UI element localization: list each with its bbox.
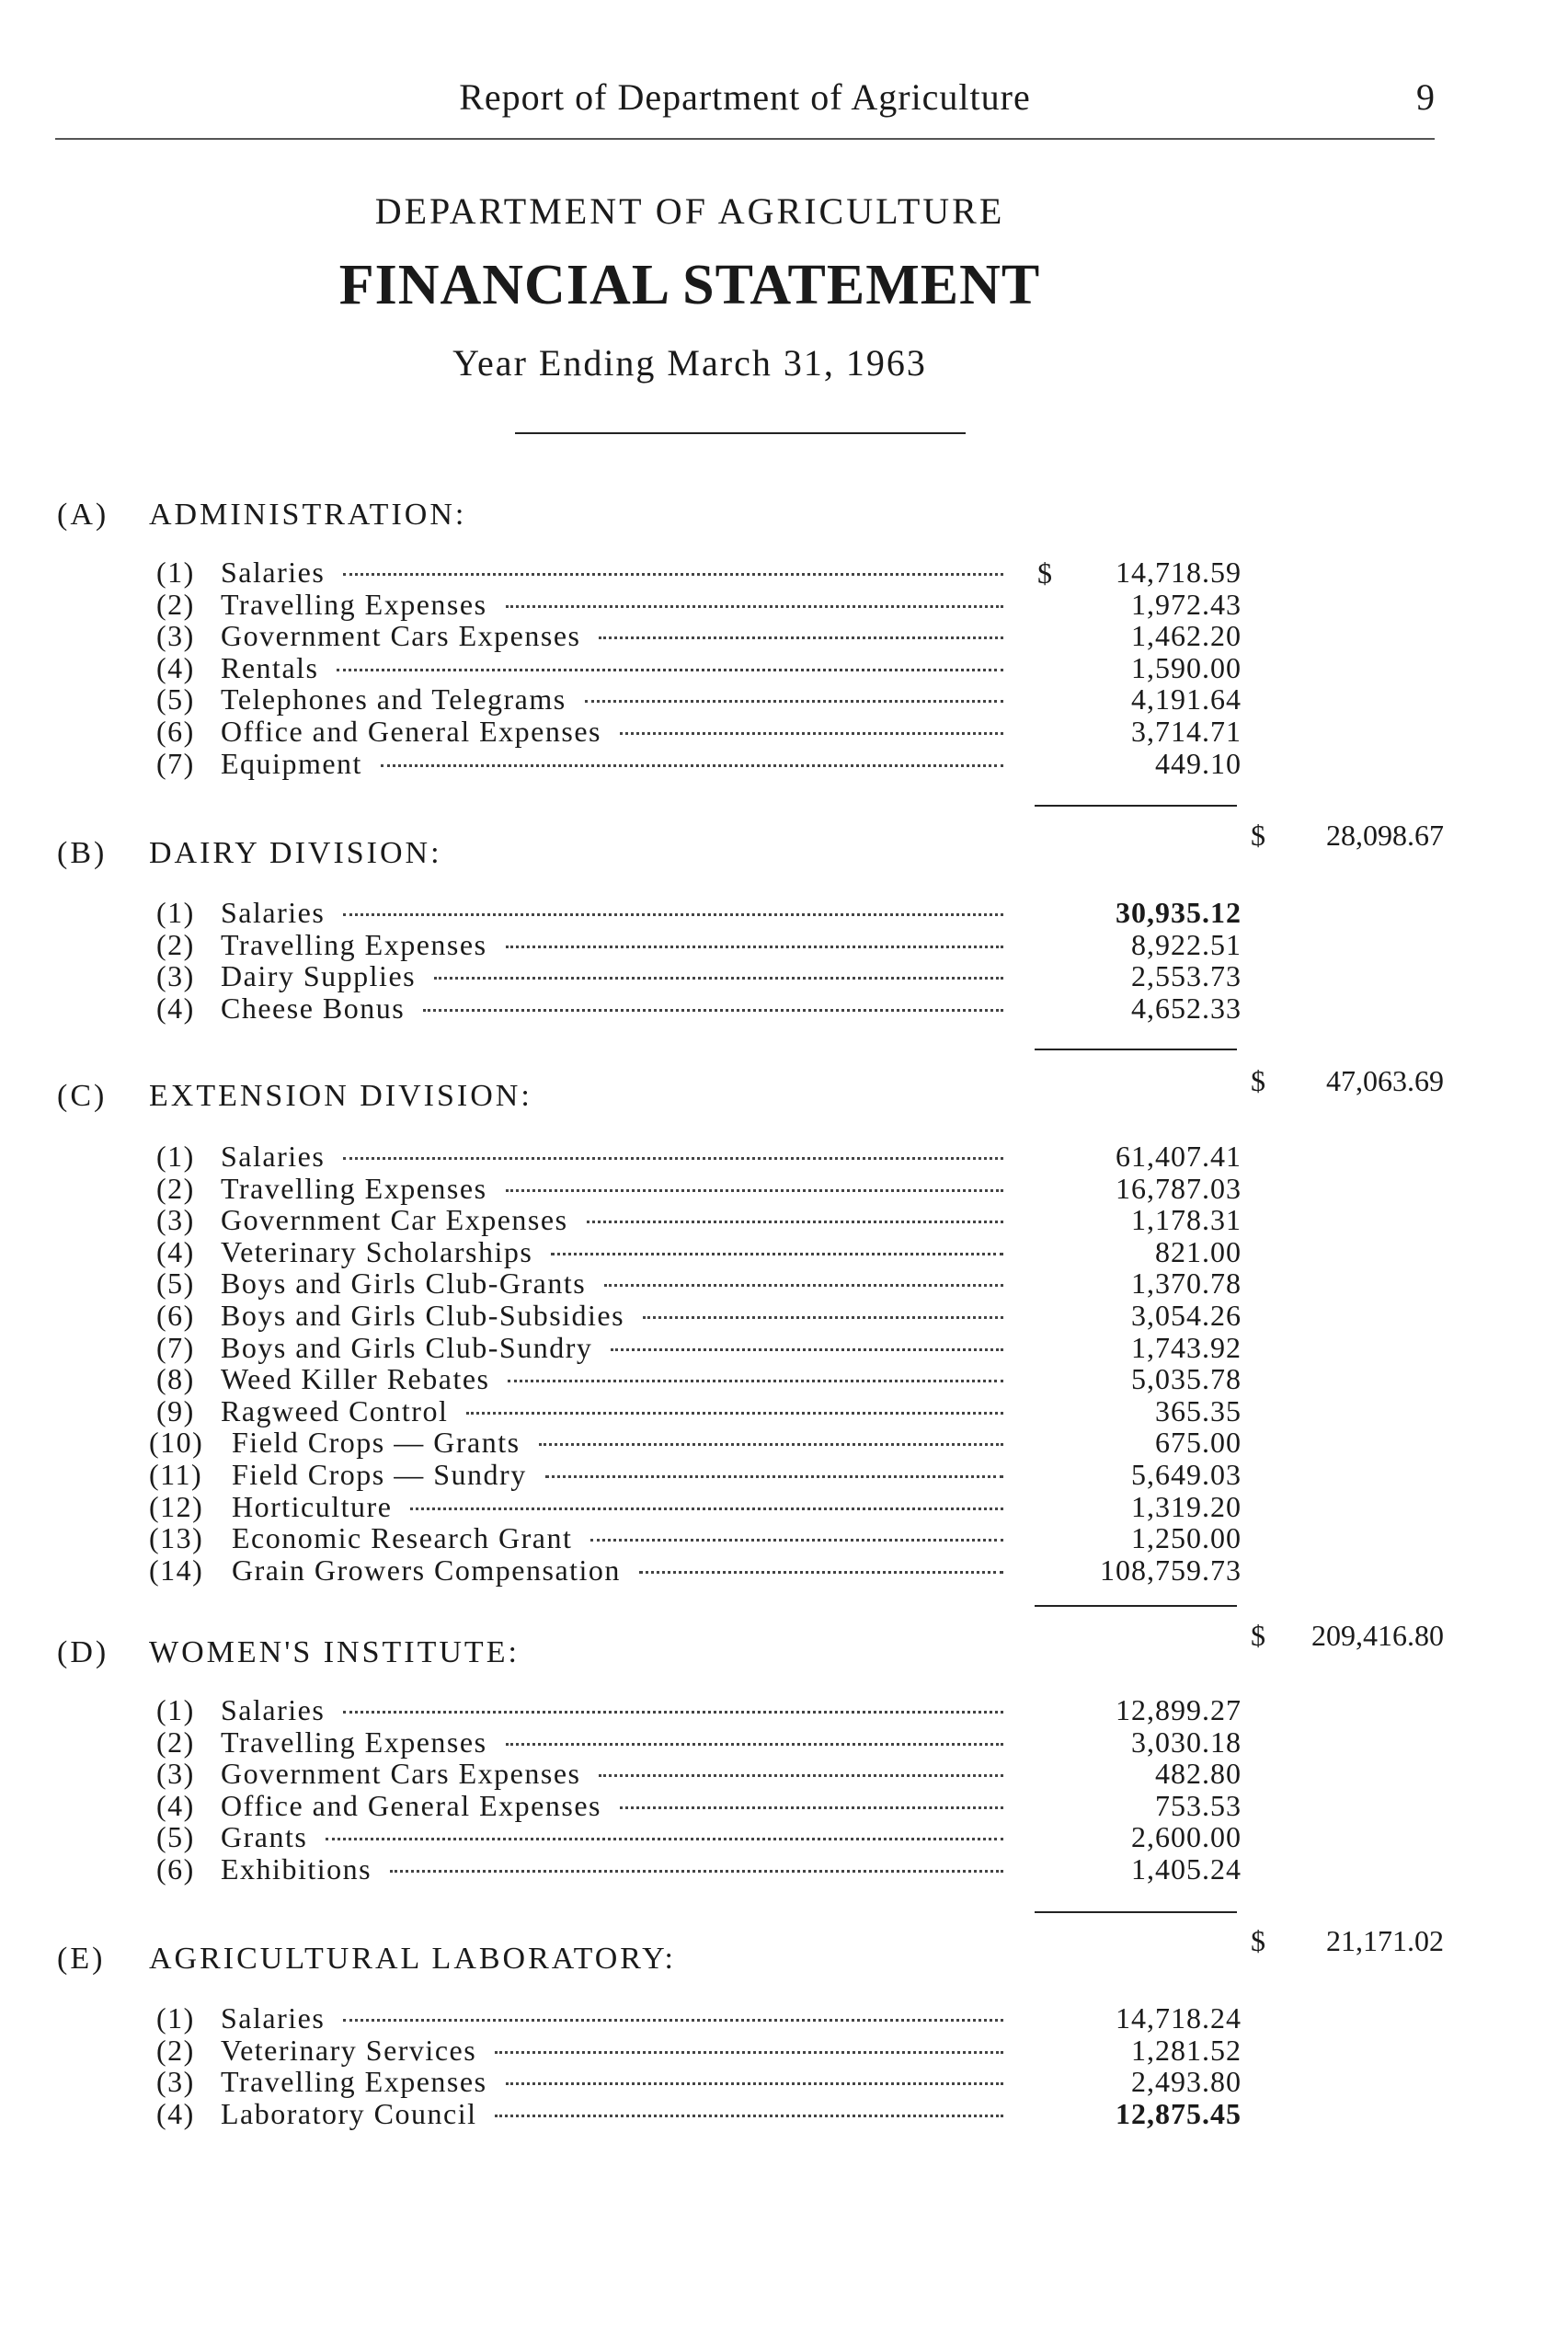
line-item-label: Veterinary Scholarships — [221, 1234, 533, 1268]
section-heading-e — [57, 1941, 676, 1977]
line-item-label: Government Car Expenses — [221, 1203, 568, 1237]
dot-leader — [343, 573, 1003, 576]
line-item-number: (7) — [156, 1330, 195, 1364]
section-letter: (C) — [57, 1079, 108, 1113]
dot-leader — [604, 1284, 1003, 1287]
line-item — [156, 1236, 1016, 1268]
line-item-amount: 3,054.26 — [1131, 1299, 1242, 1332]
dollar-sign: $ — [1251, 819, 1265, 852]
dot-leader — [599, 636, 1003, 639]
dot-leader — [611, 1348, 1003, 1351]
section-total — [1251, 1922, 1444, 1959]
line-item-number: (4) — [156, 991, 195, 1025]
line-item — [156, 556, 1016, 589]
line-item-number: (5) — [156, 682, 195, 716]
line-item-label: Salaries — [221, 896, 326, 929]
section-total-value: 28,098.67 — [1326, 819, 1444, 852]
line-item-amount: 1,281.52 — [1131, 2033, 1242, 2067]
line-item-amount: 1,462.20 — [1131, 619, 1242, 653]
line-item — [156, 1395, 1016, 1427]
statement-title: FINANCIAL STATEMENT — [338, 254, 1041, 316]
line-item — [156, 1173, 1016, 1205]
dot-leader — [599, 1774, 1003, 1777]
line-item-number: (4) — [156, 650, 195, 684]
line-item-label: Equipment — [221, 746, 362, 780]
section-letter: (E) — [57, 1942, 106, 1976]
line-item-label: Economic Research Grant — [232, 1521, 573, 1555]
section-name: ADMINISTRATION: — [149, 498, 467, 532]
dot-leader — [506, 2082, 1003, 2085]
line-item — [156, 1758, 1016, 1790]
line-item-label: Travelling Expenses — [221, 927, 487, 961]
line-item-number: (4) — [156, 1788, 195, 1822]
line-item-number: (11) — [149, 1458, 203, 1491]
line-item — [149, 1458, 1016, 1491]
running-head — [55, 75, 1435, 121]
line-item-amount: 8,922.51 — [1131, 927, 1242, 961]
line-item-amount: 1,250.00 — [1131, 1521, 1242, 1555]
dot-leader — [506, 946, 1003, 948]
dot-leader — [423, 1009, 1003, 1012]
line-item-amount: 1,370.78 — [1131, 1267, 1242, 1301]
line-item-label: Laboratory Council — [221, 2096, 477, 2130]
line-item-label: Boys and Girls Club-Subsidies — [221, 1299, 625, 1332]
line-item — [156, 1141, 1016, 1173]
line-item — [156, 1694, 1016, 1726]
line-item-amount: 12,899.27 — [1116, 1693, 1242, 1726]
line-item-amount: 2,493.80 — [1131, 2065, 1242, 2099]
dot-leader — [410, 1507, 1003, 1510]
line-item-label: Travelling Expenses — [221, 587, 487, 621]
dot-leader — [343, 2019, 1003, 2022]
line-item-amount: 1,178.31 — [1131, 1203, 1242, 1237]
section-letter: (A) — [57, 498, 109, 532]
section-name: WOMEN'S INSTITUTE: — [149, 1635, 520, 1669]
section-total-value: 47,063.69 — [1326, 1064, 1444, 1097]
line-item — [156, 652, 1016, 684]
line-item — [156, 897, 1016, 929]
dollar-sign: $ — [1037, 556, 1052, 590]
dot-leader — [343, 913, 1003, 916]
line-item-number: (4) — [156, 2096, 195, 2130]
dot-leader — [590, 1539, 1003, 1542]
dot-leader — [326, 1838, 1003, 1840]
line-item-number: (3) — [156, 619, 195, 653]
line-item-amount: 2,553.73 — [1131, 959, 1242, 993]
line-item-label: Horticulture — [232, 1489, 393, 1523]
line-item — [156, 748, 1016, 780]
dot-leader — [495, 2051, 1003, 2054]
line-item — [156, 1853, 1016, 1886]
line-item — [156, 1300, 1016, 1332]
dollar-sign: $ — [1251, 1924, 1265, 1957]
dot-leader — [639, 1571, 1003, 1574]
line-item-amount: 1,972.43 — [1131, 587, 1242, 621]
section-letter: (D) — [57, 1635, 109, 1669]
dot-leader — [506, 1743, 1003, 1746]
section-total — [1251, 817, 1444, 854]
line-item-amount: 108,759.73 — [1100, 1553, 1242, 1587]
page-number: 9 — [1416, 76, 1435, 118]
dot-leader — [466, 1412, 1003, 1415]
line-item-amount: 753.53 — [1155, 1788, 1242, 1822]
dot-leader — [343, 1157, 1003, 1160]
line-item-amount: 5,035.78 — [1131, 1362, 1242, 1396]
line-item-amount: 821.00 — [1155, 1234, 1242, 1268]
line-item-label: Veterinary Services — [221, 2033, 477, 2067]
line-item — [156, 1332, 1016, 1364]
dollar-sign: $ — [1251, 1064, 1265, 1097]
line-item-label: Salaries — [221, 556, 326, 589]
line-item-label: Office and General Expenses — [221, 1788, 601, 1822]
section-name: DAIRY DIVISION: — [149, 836, 442, 870]
line-item-label: Field Crops — Grants — [232, 1426, 521, 1460]
line-item-amount: 4,652.33 — [1131, 991, 1242, 1025]
line-item-label: Rentals — [221, 650, 319, 684]
line-item-amount: 365.35 — [1155, 1393, 1242, 1427]
subtotal-rule — [1035, 1605, 1237, 1607]
line-item-number: (3) — [156, 1757, 195, 1791]
line-item-number: (14) — [149, 1553, 204, 1587]
section-total-value: 209,416.80 — [1311, 1619, 1444, 1652]
section-total-value: 21,171.02 — [1326, 1924, 1444, 1957]
line-item — [156, 716, 1016, 748]
line-item — [156, 2066, 1016, 2098]
line-item — [149, 1553, 1016, 1587]
line-item — [156, 683, 1016, 716]
line-item-amount: 14,718.24 — [1116, 2001, 1242, 2035]
line-item-number: (5) — [156, 1267, 195, 1301]
line-item-number: (2) — [156, 587, 195, 621]
line-item-amount: 3,030.18 — [1131, 1725, 1242, 1759]
line-item-number: (13) — [149, 1521, 204, 1555]
line-item-number: (10) — [149, 1426, 204, 1460]
line-item-label: Dairy Supplies — [221, 959, 417, 993]
subtotal-rule — [1035, 1049, 1237, 1050]
section-heading-d — [57, 1634, 520, 1671]
dot-leader — [620, 1806, 1003, 1809]
dot-leader — [620, 732, 1003, 735]
line-item-amount: 5,649.03 — [1131, 1458, 1242, 1491]
title-rule — [515, 432, 966, 434]
line-item-label: Travelling Expenses — [221, 2065, 487, 2099]
subtotal-rule — [1035, 805, 1237, 807]
line-item-label: Grants — [221, 1820, 308, 1854]
section-total — [1251, 1617, 1444, 1654]
line-item-amount: 675.00 — [1155, 1426, 1242, 1460]
line-item-amount: 2,600.00 — [1131, 1820, 1242, 1854]
line-item — [156, 2002, 1016, 2035]
line-item — [156, 620, 1016, 652]
line-item-number: (5) — [156, 1820, 195, 1854]
dot-leader — [495, 2115, 1003, 2117]
line-item-amount: 30,935.12 — [1116, 896, 1242, 929]
line-item-label: Grain Growers Compensation — [232, 1553, 621, 1587]
line-item-label: Salaries — [221, 1140, 326, 1173]
section-heading-a — [57, 497, 466, 533]
line-item-label: Ragweed Control — [221, 1393, 449, 1427]
line-item-number: (2) — [156, 927, 195, 961]
dot-leader — [585, 700, 1003, 703]
line-item-number: (1) — [156, 1140, 195, 1173]
dot-leader — [343, 1711, 1003, 1714]
line-item-label: Travelling Expenses — [221, 1171, 487, 1205]
line-item — [149, 1489, 1016, 1523]
section-name: AGRICULTURAL LABORATORY: — [149, 1942, 676, 1976]
line-item — [149, 1426, 1016, 1460]
line-item — [156, 1363, 1016, 1395]
line-item-label: Government Cars Expenses — [221, 1757, 581, 1791]
line-item — [156, 589, 1016, 621]
line-item-amount: 14,718.59 — [1116, 556, 1242, 589]
line-item-label: Salaries — [221, 1693, 326, 1726]
line-item-label: Cheese Bonus — [221, 991, 406, 1025]
line-item — [156, 1726, 1016, 1759]
line-item — [156, 1821, 1016, 1853]
section-total — [1251, 1062, 1444, 1099]
title-block — [0, 184, 1379, 395]
dollar-sign: $ — [1251, 1619, 1265, 1652]
line-item-number: (1) — [156, 1693, 195, 1726]
dot-leader — [381, 764, 1003, 767]
line-item-number: (7) — [156, 746, 195, 780]
line-item-label: Boys and Girls Club-Grants — [221, 1267, 587, 1301]
line-item — [156, 1267, 1016, 1300]
section-heading-c — [57, 1078, 532, 1115]
line-item-label: Office and General Expenses — [221, 715, 601, 748]
line-item-amount: 1,319.20 — [1131, 1489, 1242, 1523]
dot-leader — [506, 605, 1003, 608]
dot-leader — [587, 1221, 1003, 1223]
line-item-number: (6) — [156, 1852, 195, 1886]
subtotal-rule — [1035, 1911, 1237, 1913]
line-item-label: Salaries — [221, 2001, 326, 2035]
line-item-label: Field Crops — Sundry — [232, 1458, 527, 1491]
line-item — [156, 992, 1016, 1025]
line-item-number: (12) — [149, 1489, 204, 1523]
line-item-label: Government Cars Expenses — [221, 619, 581, 653]
line-item-amount: 61,407.41 — [1116, 1140, 1242, 1173]
line-item-number: (1) — [156, 556, 195, 589]
line-item-number: (3) — [156, 959, 195, 993]
dot-leader — [506, 1189, 1003, 1192]
line-item-amount: 3,714.71 — [1131, 715, 1242, 748]
section-heading-b — [57, 835, 442, 872]
dot-leader — [390, 1870, 1003, 1873]
line-item-amount: 482.80 — [1155, 1757, 1242, 1791]
line-item — [156, 960, 1016, 992]
header-rule — [55, 138, 1435, 140]
line-item-number: (2) — [156, 1171, 195, 1205]
line-item-number: (1) — [156, 896, 195, 929]
line-item — [156, 2098, 1016, 2130]
line-item — [156, 929, 1016, 961]
running-title: Report of Department of Agriculture — [459, 76, 1031, 118]
line-item-number: (8) — [156, 1362, 195, 1396]
dot-leader — [539, 1443, 1003, 1446]
line-item-amount: 1,405.24 — [1131, 1852, 1242, 1886]
section-name: EXTENSION DIVISION: — [149, 1079, 532, 1113]
dot-leader — [434, 977, 1003, 980]
dot-leader — [337, 669, 1003, 671]
line-item — [156, 1790, 1016, 1822]
dot-leader — [545, 1475, 1003, 1478]
department-title: DEPARTMENT OF AGRICULTURE — [374, 190, 1005, 232]
dot-leader — [643, 1316, 1003, 1319]
line-item-amount: 1,590.00 — [1131, 650, 1242, 684]
line-item-label: Travelling Expenses — [221, 1725, 487, 1759]
line-item-number: (1) — [156, 2001, 195, 2035]
year-title: Year Ending March 31, 1963 — [452, 342, 927, 384]
line-item-number: (2) — [156, 2033, 195, 2067]
line-item — [149, 1521, 1016, 1555]
line-item-label: Telephones and Telegrams — [221, 682, 567, 716]
dot-leader — [508, 1380, 1003, 1382]
line-item-number: (4) — [156, 1234, 195, 1268]
line-item-label: Weed Killer Rebates — [221, 1362, 490, 1396]
line-item-number: (2) — [156, 1725, 195, 1759]
line-item-number: (6) — [156, 715, 195, 748]
dot-leader — [551, 1253, 1003, 1255]
line-item — [156, 1204, 1016, 1236]
line-item-label: Exhibitions — [221, 1852, 372, 1886]
line-item-amount: 12,875.45 — [1116, 2096, 1242, 2130]
line-item-number: (9) — [156, 1393, 195, 1427]
line-item-label: Boys and Girls Club-Sundry — [221, 1330, 593, 1364]
line-item-amount: 4,191.64 — [1131, 682, 1242, 716]
line-item-number: (3) — [156, 1203, 195, 1237]
line-item-amount: 16,787.03 — [1116, 1171, 1242, 1205]
line-item-amount: 449.10 — [1155, 746, 1242, 780]
section-letter: (B) — [57, 836, 108, 870]
line-item — [156, 2035, 1016, 2067]
line-item-number: (3) — [156, 2065, 195, 2099]
line-item-number: (6) — [156, 1299, 195, 1332]
line-item-amount: 1,743.92 — [1131, 1330, 1242, 1364]
